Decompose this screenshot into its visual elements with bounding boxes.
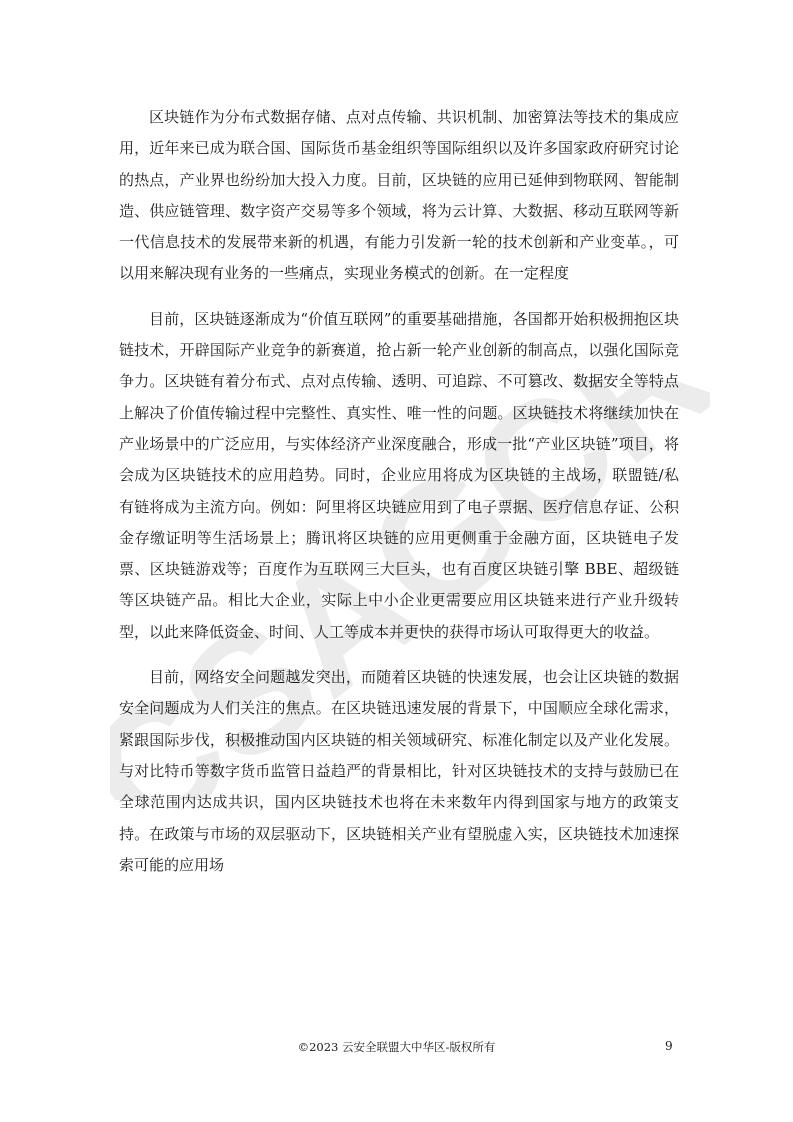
copyright-text: ©2023 云安全联盟大中华区-版权所有 bbox=[297, 1040, 496, 1054]
paragraph-2: 目前，区块链逐渐成为“价值互联网”的重要基础措施，各国都开始积极拥抱区块链技术，开辟国际产业竞争的新赛道，抢占新一轮产业创新的制高点，以强化国际竞争力。区块链有着分布式、点对点传输、透明、可追踪、不可篡改、数据安全等特点上解决了价值传输过程中完整性、真实性、唯一性的问题。区块链技术将继续加快在产业场景中的广泛应用，与实体经济产业深度融合，形成一批“产业区块链”项目，将会成为区块链技术的应用趋势。同时，企业应用将成为区块链的主战场，联盟链/私有链将成为主流方向。例如：阿里将区块链应用到了电子票据、医疗信息存证、公积金存缴证明等生活场景上；腾讯将区块链的应用更侧重于金融方面，区块链电子发票、区块链游戏等；百度作为互联网三大巨头，也有百度区块链引擎 BBE、超级链等区块链产品。相比大企业，实际上中小企业更需要应用区块链来进行产业升级转型，以此来降低资金、时间、人工等成本并更快的获得市场认可取得更大的收益。 bbox=[119, 309, 679, 641]
watermark-text: CSAGCR bbox=[110, 380, 710, 800]
document-body bbox=[119, 102, 679, 881]
paragraph-3: 目前，网络安全问题越发突出，而随着区块链的快速发展，也会让区块链的数据安全问题成为人们关注的焦点。在区块链迅速发展的背景下，中国顺应全球化需求，紧跟国际步伐，积极推动国内区块链的相关领域研究、标准化制定以及产业化发展。与对比特币等数字货币监管日益趋严的背景相比，针对区块链技术的支持与鼓励已在全球范围内达成共识，国内区块链技术也将在未来数年内得到国家与地方的政策支持。在政策与市场的双层驱动下，区块链相关产业有望脱虚入实，区块链技术加速探索可能的应用场 bbox=[119, 668, 679, 874]
page-number: 9 bbox=[665, 1039, 673, 1053]
paragraph-1: 区块链作为分布式数据存储、点对点传输、共识机制、加密算法等技术的集成应用，近年来已成为联合国、国际货币基金组织等国际组织以及许多国家政府研究讨论的热点，产业界也纷纷加大投入力度。目前，区块链的应用已延伸到物联网、智能制造、供应链管理、数字资产交易等多个领域，将为云计算、大数据、移动互联网等新一代信息技术的发展带来新的机遇，有能力引发新一轮的技术创新和产业变革。，可以用来解决现有业务的一些痛点，实现业务模式的创新。在一定程度 bbox=[119, 108, 679, 283]
page-footer bbox=[0, 1039, 793, 1059]
